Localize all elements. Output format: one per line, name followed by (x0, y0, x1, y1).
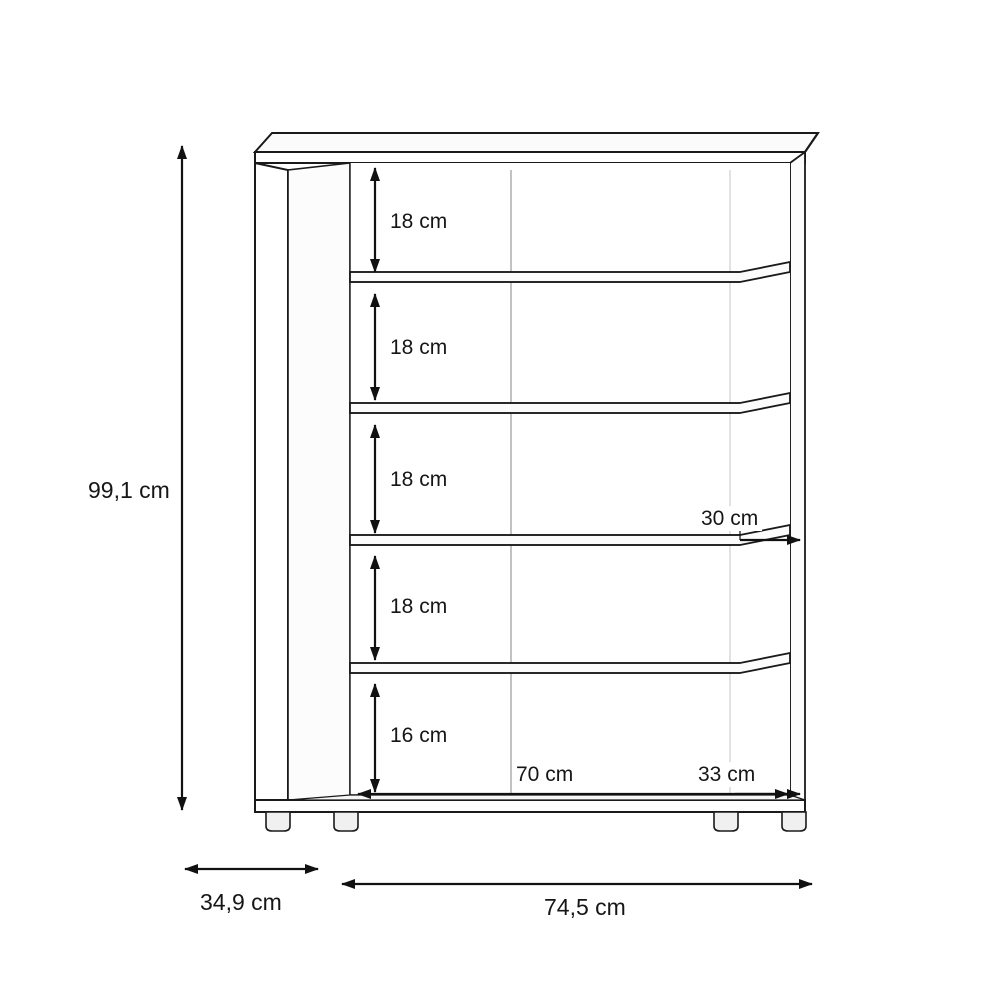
label-compartment-5: 16 cm (386, 723, 451, 748)
shelf-body (255, 133, 818, 831)
label-base-depth: 33 cm (694, 762, 759, 787)
label-compartment-4: 18 cm (386, 594, 451, 619)
label-overall-height: 99,1 cm (84, 477, 174, 504)
bottom-panel (255, 795, 805, 812)
label-compartment-3: 18 cm (386, 467, 451, 492)
left-side-panel (255, 163, 350, 810)
label-inner-width: 70 cm (512, 762, 577, 787)
label-shelf-depth: 30 cm (697, 506, 762, 531)
right-side-panel (790, 152, 805, 800)
label-overall-depth: 34,9 cm (196, 889, 286, 916)
top-panel (255, 133, 818, 163)
label-compartment-2: 18 cm (386, 335, 451, 360)
feet (266, 812, 806, 831)
label-overall-width: 74,5 cm (540, 894, 630, 921)
label-compartment-1: 18 cm (386, 209, 451, 234)
